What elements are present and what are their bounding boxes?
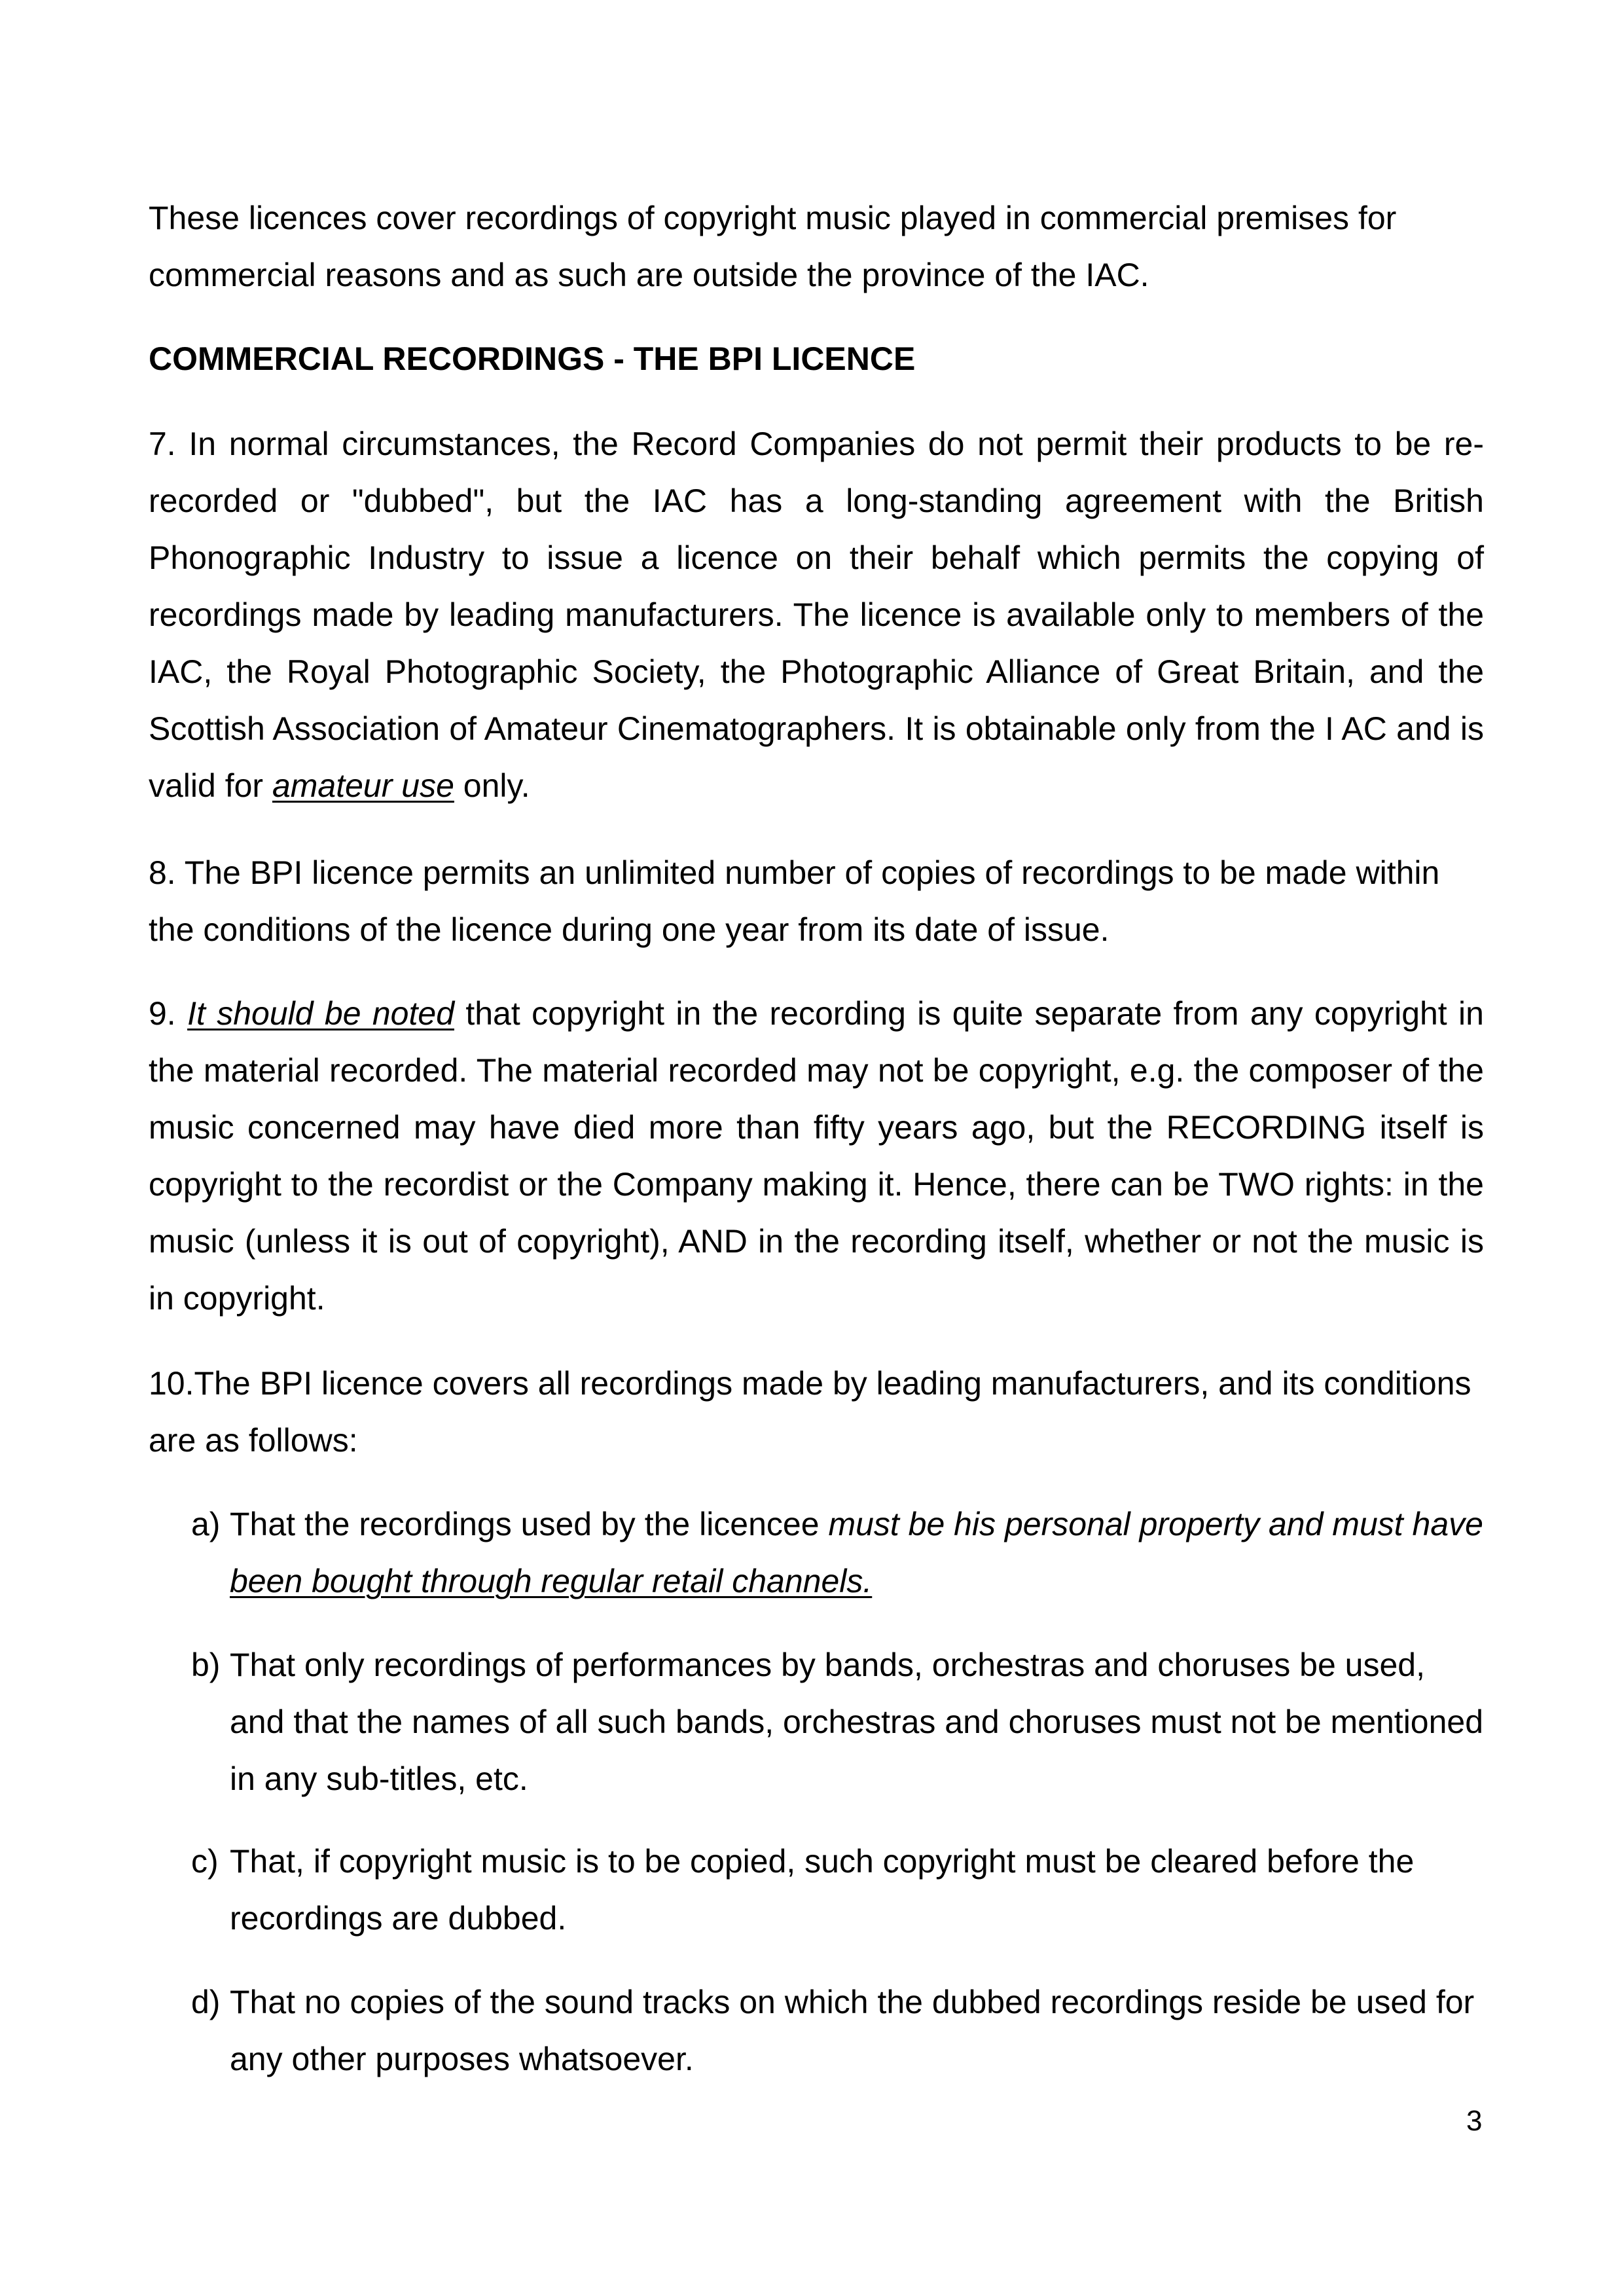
intro-text: These licences cover recordings of copyright music played in commercial premises for commercial reasons and as such are outside the province of the IAC. <box>149 200 1397 293</box>
condition-d <box>191 1974 1487 2088</box>
paragraph-text: that copyright in the recording is quite separate from any copyright in the material recorded. The material recorded may not be copyright, e.g. the composer of the music concerned may have died more than fifty years ago, but the RECORDING itself is copyright to the recordist or the Company making it. Hence, there can be TWO rights: in the music (unless it is out of copyright), AND in the recording itself, whether or not the music is in copyright. <box>149 995 1484 1317</box>
condition-label: a) <box>191 1506 221 1542</box>
paragraph-7 <box>149 416 1484 814</box>
paragraph-number: 10. <box>149 1365 194 1402</box>
condition-text-italic-underlined: been bought through regular retail channels. <box>230 1563 873 1599</box>
page-number: 3 <box>1466 2105 1483 2137</box>
paragraph-10 <box>149 1355 1484 1469</box>
condition-text-plain: That the recordings used by the licencee <box>230 1506 829 1542</box>
paragraph-number: 8. <box>149 854 176 891</box>
condition-label: c) <box>191 1843 219 1880</box>
paragraph-9 <box>149 985 1484 1327</box>
paragraph-8 <box>149 845 1484 958</box>
condition-b <box>191 1637 1487 1808</box>
condition-label: d) <box>191 1984 221 2020</box>
section-heading: COMMERCIAL RECORDINGS - THE BPI LICENCE <box>149 340 916 377</box>
condition-c <box>191 1833 1487 1947</box>
paragraph-text: The BPI licence covers all recordings made by leading manufacturers, and its conditions are as follows: <box>149 1365 1471 1459</box>
emphasis-it-should-be-noted: It should be noted <box>187 995 454 1032</box>
paragraph-text: In normal circumstances, the Record Companies do not permit their products to be re-recorded or "dubbed", but the IAC has a long-standing agreement with the British Phonographic Industry to issue a licence on their behalf which permits the copying of recordings made by leading manufacturers. The licence is available only to members of the IAC, the Royal Photographic Society, the Photographic Alliance of Great Britain, and the Scottish Association of Amateur Cinematographers. It is obtainable only from the I AC and is valid for <box>149 426 1484 804</box>
condition-label: b) <box>191 1647 221 1683</box>
condition-text: That no copies of the sound tracks on which the dubbed recordings reside be used for any other purposes whatsoever. <box>230 1984 1475 2077</box>
emphasis-amateur-use: amateur use <box>272 767 454 804</box>
condition-text: That, if copyright music is to be copied, such copyright must be cleared before the recordings are dubbed. <box>230 1843 1415 1937</box>
paragraph-number: 9. <box>149 995 176 1032</box>
intro-paragraph <box>149 190 1484 304</box>
condition-a <box>191 1496 1487 1610</box>
paragraph-text: The BPI licence permits an unlimited number of copies of recordings to be made within the conditions of the licence during one year from its date of issue. <box>149 854 1440 948</box>
paragraph-text-end: only. <box>454 767 530 804</box>
condition-text: That only recordings of performances by bands, orchestras and choruses be used, and that the names of all such bands, orchestras and choruses must not be mentioned in any sub-titles, etc. <box>230 1647 1484 1797</box>
paragraph-number: 7. <box>149 426 176 462</box>
condition-text <box>230 1496 1487 1610</box>
condition-text-italic: must be his personal property and must have <box>828 1506 1483 1542</box>
